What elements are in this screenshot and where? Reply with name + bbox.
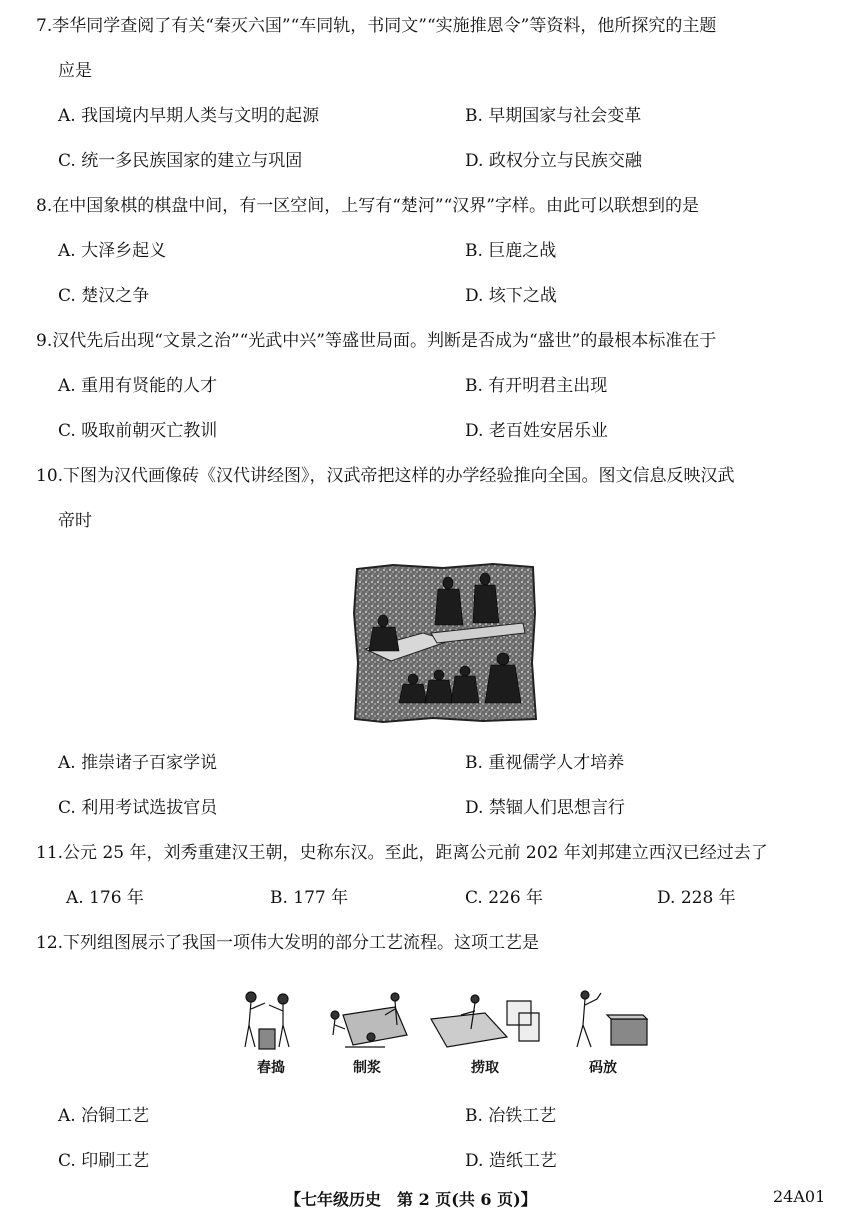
question-8-stem: 8.在中国象棋的棋盘中间，有一区空间，上写有“楚河”“汉界”字样。由此可以联想到的是 [36, 196, 699, 216]
question-12-option-d: D. 造纸工艺 [465, 1151, 557, 1171]
question-11-stem: 11.公元 25 年，刘秀重建汉王朝，史称东汉。至此，距离公元前 202 年刘邦建立西汉已经过去了 [36, 843, 768, 863]
question-10-option-b: B. 重视儒学人才培养 [465, 753, 625, 773]
question-7-stem: 7.李华同学查阅了有关“秦灭六国”“车同轨，书同文”“实施推恩令”等资料，他所探究的主题 [36, 16, 717, 36]
question-11-option-b: B. 177 年 [270, 888, 349, 908]
question-8-option-a: A. 大泽乡起义 [58, 241, 167, 261]
question-12-option-b: B. 冶铁工艺 [465, 1106, 557, 1126]
question-10-option-a: A. 推崇诸子百家学说 [58, 753, 218, 773]
process-step-label: 舂捣 [257, 1060, 285, 1076]
question-8-option-c: C. 楚汉之争 [58, 286, 150, 306]
question-9-option-a: A. 重用有贤能的人才 [58, 376, 218, 396]
question-10-stem: 10.下图为汉代画像砖《汉代讲经图》，汉武帝把这样的办学经验推向全国。图文信息反映汉武 [36, 466, 735, 486]
question-7-option-b: B. 早期国家与社会变革 [465, 106, 642, 126]
question-11-option-d: D. 228 年 [657, 888, 736, 908]
question-7-stem-cont: 应是 [58, 61, 92, 81]
question-10-stem-cont: 帝时 [58, 511, 92, 531]
question-9-stem: 9.汉代先后出现“文景之治”“光武中兴”等盛世局面。判断是否成为“盛世”的最根本标准在于 [36, 331, 717, 351]
question-9-option-d: D. 老百姓安居乐业 [465, 421, 608, 441]
question-12-option-c: C. 印刷工艺 [58, 1151, 150, 1171]
question-11-option-c: C. 226 年 [465, 888, 544, 908]
process-step-label: 捞取 [471, 1060, 499, 1076]
question-12-option-a: A. 冶铜工艺 [58, 1106, 150, 1126]
papermaking-process-illustrations [235, 985, 655, 1077]
question-10-option-d: D. 禁锢人们思想言行 [465, 798, 625, 818]
page-footer: 【七年级历史 第 2 页(共 6 页)】 [285, 1190, 537, 1209]
question-8-option-b: B. 巨鹿之战 [465, 241, 557, 261]
question-10-option-c: C. 利用考试选拔官员 [58, 798, 218, 818]
process-step-label: 制浆 [353, 1060, 381, 1076]
question-7-option-a: A. 我国境内早期人类与文明的起源 [58, 106, 320, 126]
question-7-option-c: C. 统一多民族国家的建立与巩固 [58, 151, 303, 171]
question-7-option-d: D. 政权分立与民族交融 [465, 151, 642, 171]
han-lecture-relief-image [353, 563, 537, 723]
paper-code: 24A01 [773, 1187, 826, 1206]
question-9-option-c: C. 吸取前朝灭亡教训 [58, 421, 218, 441]
question-8-option-d: D. 垓下之战 [465, 286, 557, 306]
question-11-option-a: A. 176 年 [66, 888, 144, 908]
process-step-label: 码放 [589, 1060, 617, 1076]
question-12-stem: 12.下列组图展示了我国一项伟大发明的部分工艺流程。这项工艺是 [36, 933, 540, 953]
question-9-option-b: B. 有开明君主出现 [465, 376, 608, 396]
process-step-images [235, 985, 655, 1055]
